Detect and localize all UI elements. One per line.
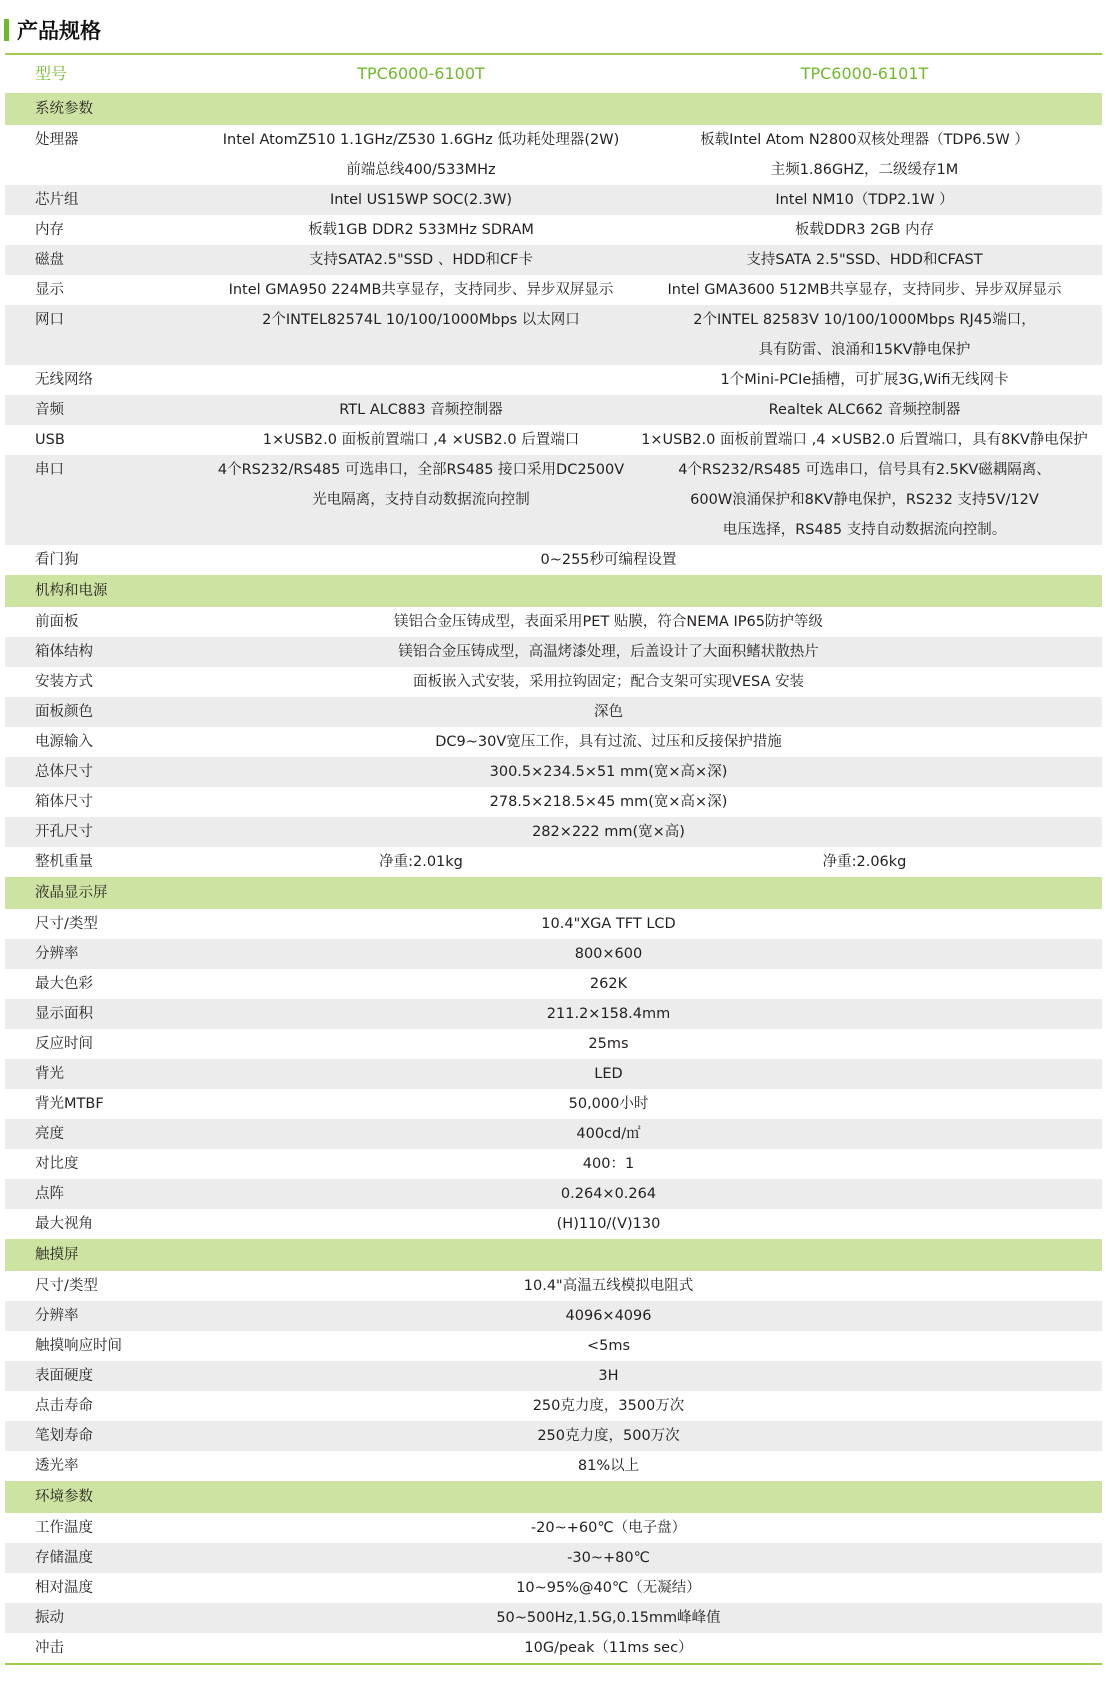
- row-value-model-2: [627, 455, 1102, 545]
- value-line: 2个INTEL 82583V 10/100/1000Mbps RJ45端口，: [693, 312, 1036, 328]
- row-label: 显示: [35, 282, 64, 298]
- row-value-model-2: [627, 125, 1102, 185]
- table-row: [5, 1633, 1102, 1663]
- table-row: [5, 1089, 1102, 1119]
- row-label: 反应时间: [35, 1036, 93, 1052]
- header-label: 型号: [35, 64, 68, 83]
- row-value-model-2: [627, 847, 1102, 877]
- row-value: 面板嵌入式安装，采用拉钩固定；配合支架可实现VESA 安装: [412, 674, 805, 690]
- table-row: [5, 909, 1102, 939]
- value-line: 电压选择，RS485 支持自动数据流向控制。: [722, 522, 1007, 538]
- table-row: [5, 125, 1102, 185]
- row-value: 深色: [594, 704, 623, 720]
- value-line: 4个RS232/RS485 可选串口，信号具有2.5KV磁耦隔离、: [678, 462, 1051, 478]
- row-label: 相对温度: [35, 1580, 93, 1596]
- table-row: [5, 1451, 1102, 1481]
- row-label: 最大色彩: [35, 976, 93, 992]
- table-row: [5, 215, 1102, 245]
- row-value-model-1: [215, 365, 627, 395]
- row-value-model-1: [215, 395, 627, 425]
- value-line: Intel GMA3600 512MB共享显存，支持同步、异步双屏显示: [667, 282, 1062, 298]
- table-row: [5, 1301, 1102, 1331]
- row-label: 笔划寿命: [35, 1428, 93, 1444]
- row-value: 400：1: [582, 1156, 635, 1172]
- table-row: [5, 939, 1102, 969]
- section-header: [5, 1481, 1102, 1513]
- row-value: 10~95%@40℃（无凝结）: [516, 1580, 701, 1596]
- table-row: [5, 999, 1102, 1029]
- table-row: [5, 727, 1102, 757]
- section-header: [5, 93, 1102, 125]
- row-label: 最大视角: [35, 1216, 93, 1232]
- value-line: Intel US15WP SOC(2.3W): [329, 192, 513, 208]
- row-label: 尺寸/类型: [35, 916, 98, 932]
- value-line: 净重:2.06kg: [822, 854, 907, 870]
- value-line: Realtek ALC662 音频控制器: [768, 402, 961, 418]
- row-value-model-1: [215, 305, 627, 365]
- table-row: [5, 275, 1102, 305]
- table-row: [5, 1059, 1102, 1089]
- row-label: 分辨率: [35, 1308, 79, 1324]
- table-row: [5, 1149, 1102, 1179]
- row-label: 安装方式: [35, 674, 93, 690]
- row-label: 触摸响应时间: [35, 1338, 122, 1354]
- row-value: 4096×4096: [565, 1308, 652, 1324]
- section-title: 系统参数: [35, 101, 93, 117]
- table-row: [5, 637, 1102, 667]
- table-row: [5, 1361, 1102, 1391]
- value-line: 净重:2.01kg: [379, 854, 463, 870]
- table-row: [5, 697, 1102, 727]
- table-row: [5, 607, 1102, 637]
- value-line: Intel GMA950 224MB共享显存，支持同步、异步双屏显示: [228, 282, 614, 298]
- row-value-model-1: [215, 425, 627, 455]
- row-label: 内存: [35, 222, 64, 238]
- row-value: 262K: [589, 976, 628, 992]
- table-row: [5, 545, 1102, 575]
- row-value-model-2: [627, 275, 1102, 305]
- table-row: [5, 245, 1102, 275]
- value-line: Intel NM10（TDP2.1W ）: [775, 192, 954, 208]
- section-header: [5, 877, 1102, 909]
- table-row: [5, 757, 1102, 787]
- row-label: USB: [35, 432, 65, 448]
- row-value-model-2: [627, 395, 1102, 425]
- row-label: 表面硬度: [35, 1368, 93, 1384]
- spec-table: [5, 53, 1102, 1665]
- row-label: 处理器: [35, 132, 79, 148]
- section-title: 环境参数: [35, 1489, 93, 1505]
- value-line: 板载Intel Atom N2800双核处理器（TDP6.5W ）: [700, 132, 1029, 148]
- header-model-2: TPC6000-6101T: [800, 64, 929, 83]
- row-value-model-1: [215, 455, 627, 545]
- value-line: 2个INTEL82574L 10/100/1000Mbps 以太网口: [262, 312, 580, 328]
- row-label: 音频: [35, 402, 64, 418]
- table-row: [5, 185, 1102, 215]
- section-title: 触摸屏: [35, 1247, 79, 1263]
- table-row: [5, 1179, 1102, 1209]
- row-label: 串口: [35, 462, 64, 478]
- value-line: 4个RS232/RS485 可选串口，全部RS485 接口采用DC2500V: [217, 462, 625, 478]
- row-label: 点阵: [35, 1186, 64, 1202]
- value-line: 板载DDR3 2GB 内存: [794, 222, 935, 238]
- row-value: -20~+60℃（电子盘）: [530, 1520, 687, 1536]
- section-title: 液晶显示屏: [35, 885, 108, 901]
- value-line: 600W浪涌保护和8KV静电保护，RS232 支持5V/12V: [690, 492, 1039, 508]
- row-value: DC9~30V宽压工作，具有过流、过压和反接保护措施: [435, 734, 782, 750]
- table-row: [5, 1603, 1102, 1633]
- table-row: [5, 667, 1102, 697]
- row-label: 透光率: [35, 1458, 79, 1474]
- table-row: [5, 1573, 1102, 1603]
- table-row: [5, 969, 1102, 999]
- page-title: 产品规格: [17, 19, 101, 43]
- row-value: 50,000小时: [568, 1096, 649, 1112]
- row-value: 10G/peak（11ms sec）: [524, 1640, 693, 1656]
- row-value: 3H: [598, 1368, 619, 1384]
- row-label: 分辨率: [35, 946, 79, 962]
- table-row: [5, 847, 1102, 877]
- row-value-model-2: [627, 245, 1102, 275]
- page-title-block: [0, 10, 101, 50]
- row-value: 25ms: [588, 1036, 629, 1052]
- row-label: 存储温度: [35, 1550, 93, 1566]
- row-value: 镁铝合金压铸成型，高温烤漆处理，后盖设计了大面积鳍状散热片: [398, 644, 819, 660]
- row-label: 箱体结构: [35, 644, 93, 660]
- row-value: 800×600: [574, 946, 643, 962]
- row-value-model-1: [215, 275, 627, 305]
- table-header-row: [5, 55, 1102, 93]
- value-line: 主频1.86GHZ，二级缓存1M: [770, 162, 959, 178]
- table-row: [5, 425, 1102, 455]
- value-line: 具有防雷、浪涌和15KV静电保护: [758, 342, 971, 358]
- table-row: [5, 787, 1102, 817]
- value-line: 支持SATA2.5"SSD 、HDD和CF卡: [308, 252, 534, 268]
- row-value: 211.2×158.4mm: [546, 1006, 671, 1022]
- row-label: 网口: [35, 312, 64, 328]
- row-value-model-1: [215, 125, 627, 185]
- row-value-model-1: [215, 847, 627, 877]
- row-value: 278.5×218.5×45 mm(宽×高×深): [489, 794, 728, 810]
- row-label: 芯片组: [35, 192, 79, 208]
- row-label: 工作温度: [35, 1520, 93, 1536]
- row-value: 10.4"XGA TFT LCD: [541, 916, 676, 932]
- row-label: 冲击: [35, 1640, 64, 1656]
- row-value: 10.4"高温五线模拟电阻式: [523, 1278, 694, 1294]
- row-value: 50~500Hz,1.5G,0.15mm峰峰值: [496, 1610, 721, 1626]
- section-title: 机构和电源: [35, 583, 108, 599]
- row-value: (H)110/(V)130: [556, 1216, 661, 1232]
- row-value: 250克力度，3500万次: [532, 1398, 685, 1414]
- table-row: [5, 1331, 1102, 1361]
- row-label: 看门狗: [35, 552, 79, 568]
- row-value: 0~255秒可编程设置: [540, 552, 677, 568]
- value-line: 支持SATA 2.5"SSD、HDD和CFAST: [746, 252, 983, 268]
- title-accent-bar: [4, 19, 9, 41]
- row-value: <5ms: [586, 1338, 631, 1354]
- value-line: 1×USB2.0 面板前置端口 ,4 ×USB2.0 后置端口，具有8KV静电保护: [641, 432, 1088, 448]
- row-value: 300.5×234.5×51 mm(宽×高×深): [489, 764, 728, 780]
- row-label: 磁盘: [35, 252, 64, 268]
- row-value: 400cd/㎡: [576, 1126, 641, 1142]
- row-value-model-2: [627, 425, 1102, 455]
- value-line: 前端总线400/533MHz: [346, 162, 496, 178]
- row-value-model-1: [215, 245, 627, 275]
- value-line: 1个Mini-PCIe插槽，可扩展3G,Wifi无线网卡: [720, 372, 1009, 388]
- table-row: [5, 365, 1102, 395]
- row-value: 250克力度，500万次: [537, 1428, 680, 1444]
- section-header: [5, 1239, 1102, 1271]
- table-row: [5, 1513, 1102, 1543]
- table-row: [5, 1119, 1102, 1149]
- table-row: [5, 1391, 1102, 1421]
- row-label: 显示面积: [35, 1006, 93, 1022]
- value-line: Intel AtomZ510 1.1GHz/Z530 1.6GHz 低功耗处理器(2W): [222, 132, 620, 148]
- value-line: 1×USB2.0 面板前置端口 ,4 ×USB2.0 后置端口: [262, 432, 580, 448]
- row-label: 振动: [35, 1610, 64, 1626]
- table-row: [5, 395, 1102, 425]
- table-row: [5, 1421, 1102, 1451]
- row-label: 无线网络: [35, 372, 93, 388]
- row-value-model-2: [627, 215, 1102, 245]
- row-value: 282×222 mm(宽×高): [532, 824, 685, 840]
- row-value: 镁铝合金压铸成型，表面采用PET 贴膜，符合NEMA IP65防护等级: [394, 614, 823, 630]
- value-line: 光电隔离，支持自动数据流向控制: [312, 492, 530, 508]
- row-label: 点击寿命: [35, 1398, 93, 1414]
- table-row: [5, 1029, 1102, 1059]
- row-value-model-1: [215, 185, 627, 215]
- row-value-model-2: [627, 185, 1102, 215]
- row-value-model-2: [627, 305, 1102, 365]
- row-value: -30~+80℃: [567, 1550, 650, 1566]
- table-row: [5, 1543, 1102, 1573]
- row-label: 背光MTBF: [35, 1096, 104, 1112]
- row-label: 整机重量: [35, 854, 93, 870]
- row-value: 81%以上: [577, 1458, 640, 1474]
- row-label: 背光: [35, 1066, 64, 1082]
- row-value-model-1: [215, 215, 627, 245]
- table-row: [5, 455, 1102, 545]
- header-model-1: TPC6000-6100T: [357, 64, 485, 83]
- row-label: 对比度: [35, 1156, 79, 1172]
- row-label: 箱体尺寸: [35, 794, 93, 810]
- row-label: 前面板: [35, 614, 79, 630]
- row-value: 0.264×0.264: [560, 1186, 657, 1202]
- row-label: 开孔尺寸: [35, 824, 93, 840]
- row-value-model-2: [627, 365, 1102, 395]
- value-line: 板载1GB DDR2 533MHz SDRAM: [308, 222, 534, 238]
- table-row: [5, 1209, 1102, 1239]
- row-value: LED: [594, 1066, 623, 1082]
- section-header: [5, 575, 1102, 607]
- row-label: 面板颜色: [35, 704, 93, 720]
- row-label: 尺寸/类型: [35, 1278, 98, 1294]
- table-row: [5, 1271, 1102, 1301]
- value-line: RTL ALC883 音频控制器: [339, 402, 503, 418]
- row-label: 电源输入: [35, 734, 93, 750]
- row-label: 亮度: [35, 1126, 64, 1142]
- table-row: [5, 817, 1102, 847]
- row-label: 总体尺寸: [35, 764, 93, 780]
- table-row: [5, 305, 1102, 365]
